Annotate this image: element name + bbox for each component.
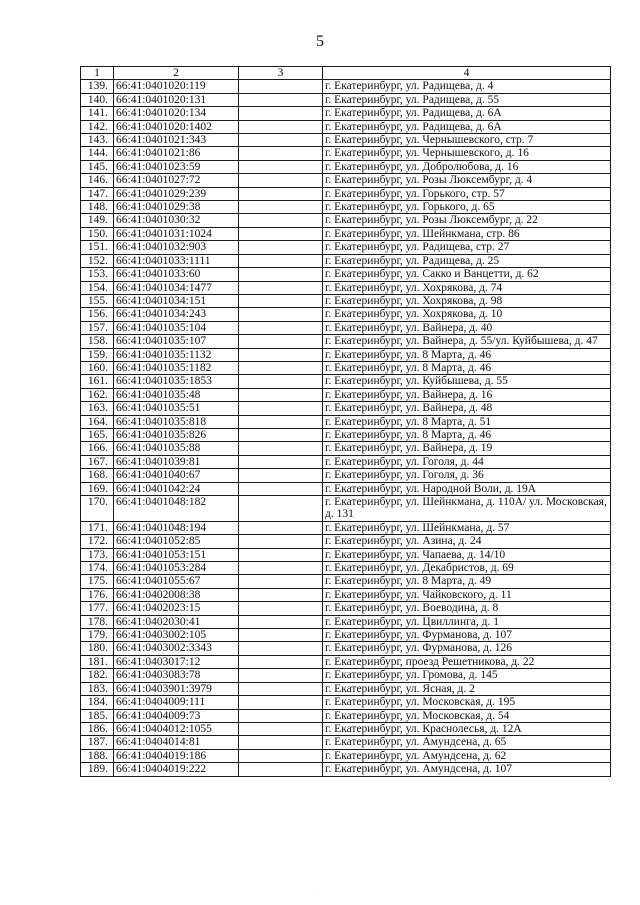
- table-row: [81, 308, 611, 321]
- address-cell: г. Екатеринбург, ул. Чайковского, д. 11: [323, 588, 611, 601]
- table-row: [81, 763, 611, 776]
- address-cell: г. Екатеринбург, ул. 8 Марта, д. 46: [323, 361, 611, 374]
- column-header-number: 1: [81, 67, 114, 80]
- table-row: [81, 120, 611, 133]
- row-number-cell: 189.: [81, 763, 114, 776]
- table-row: [81, 562, 611, 575]
- address-cell: г. Екатеринбург, ул. Краснолесья, д. 12А: [323, 722, 611, 735]
- table-row: [81, 93, 611, 106]
- address-cell: г. Екатеринбург, ул. Амундсена, д. 62: [323, 749, 611, 762]
- address-cell: г. Екатеринбург, ул. Декабристов, д. 69: [323, 562, 611, 575]
- cadastral-number-cell: 66:41:0401023:59: [114, 160, 239, 173]
- table-row: [81, 160, 611, 173]
- address-cell: г. Екатеринбург, проезд Решетникова, д. 22: [323, 655, 611, 668]
- row-number-cell: 165.: [81, 428, 114, 441]
- cadastral-number-cell: 66:41:0401035:1182: [114, 361, 239, 374]
- cadastral-number-cell: 66:41:0402030:41: [114, 615, 239, 628]
- address-cell: г. Екатеринбург, ул. 8 Марта, д. 49: [323, 575, 611, 588]
- cadastral-number-cell: 66:41:0404012:1055: [114, 722, 239, 735]
- row-number-cell: 178.: [81, 615, 114, 628]
- address-cell: г. Екатеринбург, ул. Шейнкмана, стр. 86: [323, 227, 611, 240]
- row-number-cell: 186.: [81, 722, 114, 735]
- table-row: [81, 268, 611, 281]
- empty-cell: [239, 749, 323, 762]
- empty-cell: [239, 201, 323, 214]
- address-cell: г. Екатеринбург, ул. Воеводина, д. 8: [323, 602, 611, 615]
- address-cell: г. Екатеринбург, ул. Розы Люксембург, д. 22: [323, 214, 611, 227]
- row-number-cell: 159.: [81, 348, 114, 361]
- address-cell: г. Екатеринбург, ул. Хохрякова, д. 10: [323, 308, 611, 321]
- empty-cell: [239, 227, 323, 240]
- empty-cell: [239, 120, 323, 133]
- table-row: [81, 696, 611, 709]
- empty-cell: [239, 588, 323, 601]
- row-number-cell: 152.: [81, 254, 114, 267]
- row-number-cell: 161.: [81, 375, 114, 388]
- empty-cell: [239, 321, 323, 334]
- cadastral-number-cell: 66:41:0404019:222: [114, 763, 239, 776]
- cadastral-number-cell: 66:41:0404009:111: [114, 696, 239, 709]
- empty-cell: [239, 521, 323, 534]
- table-row: [81, 321, 611, 334]
- cadastral-number-cell: 66:41:0401035:104: [114, 321, 239, 334]
- table-row: [81, 402, 611, 415]
- address-cell: г. Екатеринбург, ул. Шейнкмана, д. 110А/ ул. Московская, д. 131: [323, 496, 611, 522]
- empty-cell: [239, 562, 323, 575]
- row-number-cell: 157.: [81, 321, 114, 334]
- address-cell: г. Екатеринбург, ул. Радищева, д. 55: [323, 93, 611, 106]
- table-row: [81, 535, 611, 548]
- address-cell: г. Екатеринбург, ул. Радищева, д. 25: [323, 254, 611, 267]
- table-row: [81, 482, 611, 495]
- empty-cell: [239, 348, 323, 361]
- empty-cell: [239, 535, 323, 548]
- row-number-cell: 155.: [81, 294, 114, 307]
- empty-cell: [239, 575, 323, 588]
- cadastral-number-cell: 66:41:0401052:85: [114, 535, 239, 548]
- row-number-cell: 145.: [81, 160, 114, 173]
- row-number-cell: 151.: [81, 241, 114, 254]
- table-row: [81, 375, 611, 388]
- empty-cell: [239, 174, 323, 187]
- cadastral-number-cell: 66:41:0401021:343: [114, 134, 239, 147]
- cadastral-number-cell: 66:41:0401035:818: [114, 415, 239, 428]
- table-row: [81, 348, 611, 361]
- column-header-cadastral: 2: [114, 67, 239, 80]
- address-cell: г. Екатеринбург, ул. Амундсена, д. 65: [323, 736, 611, 749]
- row-number-cell: 160.: [81, 361, 114, 374]
- table-row: [81, 588, 611, 601]
- cadastral-number-cell: 66:41:0401021:86: [114, 147, 239, 160]
- empty-cell: [239, 361, 323, 374]
- row-number-cell: 184.: [81, 696, 114, 709]
- row-number-cell: 140.: [81, 93, 114, 106]
- row-number-cell: 170.: [81, 496, 114, 522]
- table-row: [81, 227, 611, 240]
- table-row: [81, 294, 611, 307]
- address-cell: г. Екатеринбург, ул. Горького, стр. 57: [323, 187, 611, 200]
- cadastral-number-cell: 66:41:0401040:67: [114, 469, 239, 482]
- cadastral-number-cell: 66:41:0401020:119: [114, 80, 239, 93]
- cadastral-number-cell: 66:41:0404014:81: [114, 736, 239, 749]
- row-number-cell: 154.: [81, 281, 114, 294]
- empty-cell: [239, 642, 323, 655]
- cadastral-number-cell: 66:41:0404009:73: [114, 709, 239, 722]
- footer-mark: ·: [318, 886, 320, 892]
- row-number-cell: 164.: [81, 415, 114, 428]
- address-cell: г. Екатеринбург, ул. 8 Марта, д. 51: [323, 415, 611, 428]
- cadastral-number-cell: 66:41:0401035:107: [114, 335, 239, 348]
- empty-cell: [239, 482, 323, 495]
- empty-cell: [239, 134, 323, 147]
- row-number-cell: 147.: [81, 187, 114, 200]
- empty-cell: [239, 187, 323, 200]
- table-row: [81, 415, 611, 428]
- address-cell: г. Екатеринбург, ул. Радищева, д. 6А: [323, 107, 611, 120]
- address-cell: г. Екатеринбург, ул. Хохрякова, д. 74: [323, 281, 611, 294]
- table-row: [81, 335, 611, 348]
- cadastral-number-cell: 66:41:0403083:78: [114, 669, 239, 682]
- cadastral-number-cell: 66:41:0401032:903: [114, 241, 239, 254]
- address-cell: г. Екатеринбург, ул. Чапаева, д. 14/10: [323, 548, 611, 561]
- table-row: [81, 388, 611, 401]
- address-cell: г. Екатеринбург, ул. Радищева, д. 6А: [323, 120, 611, 133]
- table-row: [81, 722, 611, 735]
- row-number-cell: 173.: [81, 548, 114, 561]
- table-body: [81, 67, 611, 777]
- empty-cell: [239, 415, 323, 428]
- table-row: [81, 669, 611, 682]
- address-cell: г. Екатеринбург, ул. Горького, д. 65: [323, 201, 611, 214]
- empty-cell: [239, 160, 323, 173]
- cadastral-number-cell: 66:41:0401034:243: [114, 308, 239, 321]
- table-row: [81, 361, 611, 374]
- cadastral-number-cell: 66:41:0402023:15: [114, 602, 239, 615]
- table-row: [81, 254, 611, 267]
- row-number-cell: 142.: [81, 120, 114, 133]
- empty-cell: [239, 602, 323, 615]
- cadastral-number-cell: 66:41:0404019:186: [114, 749, 239, 762]
- table-row: [81, 736, 611, 749]
- row-number-cell: 182.: [81, 669, 114, 682]
- empty-cell: [239, 281, 323, 294]
- row-number-cell: 166.: [81, 442, 114, 455]
- table-row: [81, 107, 611, 120]
- empty-cell: [239, 709, 323, 722]
- cadastral-number-cell: 66:41:0401029:38: [114, 201, 239, 214]
- empty-cell: [239, 308, 323, 321]
- row-number-cell: 183.: [81, 682, 114, 695]
- table-row: [81, 709, 611, 722]
- table-row: [81, 469, 611, 482]
- table-row: [81, 749, 611, 762]
- address-cell: г. Екатеринбург, ул. Куйбышева, д. 55: [323, 375, 611, 388]
- row-number-cell: 172.: [81, 535, 114, 548]
- empty-cell: [239, 147, 323, 160]
- empty-cell: [239, 214, 323, 227]
- row-number-cell: 179.: [81, 629, 114, 642]
- row-number-cell: 171.: [81, 521, 114, 534]
- empty-cell: [239, 469, 323, 482]
- address-cell: г. Екатеринбург, ул. Громова, д. 145: [323, 669, 611, 682]
- address-cell: г. Екатеринбург, ул. Московская, д. 195: [323, 696, 611, 709]
- empty-cell: [239, 455, 323, 468]
- address-cell: г. Екатеринбург, ул. Народной Воли, д. 19А: [323, 482, 611, 495]
- cadastral-number-cell: 66:41:0401055:67: [114, 575, 239, 588]
- row-number-cell: 150.: [81, 227, 114, 240]
- empty-cell: [239, 93, 323, 106]
- address-cell: г. Екатеринбург, ул. Хохрякова, д. 98: [323, 294, 611, 307]
- empty-cell: [239, 375, 323, 388]
- table-row: [81, 281, 611, 294]
- empty-cell: [239, 335, 323, 348]
- row-number-cell: 153.: [81, 268, 114, 281]
- address-cell: г. Екатеринбург, ул. Азина, д. 24: [323, 535, 611, 548]
- row-number-cell: 181.: [81, 655, 114, 668]
- cadastral-number-cell: 66:41:0403901:3979: [114, 682, 239, 695]
- row-number-cell: 143.: [81, 134, 114, 147]
- row-number-cell: 148.: [81, 201, 114, 214]
- address-cell: г. Екатеринбург, ул. Фурманова, д. 107: [323, 629, 611, 642]
- address-cell: г. Екатеринбург, ул. Чернышевского, д. 16: [323, 147, 611, 160]
- row-number-cell: 187.: [81, 736, 114, 749]
- address-cell: г. Екатеринбург, ул. Сакко и Ванцетти, д. 62: [323, 268, 611, 281]
- column-header-empty: 3: [239, 67, 323, 80]
- table-header-row: [81, 67, 611, 80]
- empty-cell: [239, 763, 323, 776]
- address-cell: г. Екатеринбург, ул. Фурманова, д. 126: [323, 642, 611, 655]
- address-cell: г. Екатеринбург, ул. Добролюбова, д. 16: [323, 160, 611, 173]
- cadastral-number-cell: 66:41:0401020:131: [114, 93, 239, 106]
- row-number-cell: 176.: [81, 588, 114, 601]
- cadastral-number-cell: 66:41:0401034:1477: [114, 281, 239, 294]
- empty-cell: [239, 696, 323, 709]
- cadastral-number-cell: 66:41:0401053:151: [114, 548, 239, 561]
- address-cell: г. Екатеринбург, ул. Вайнера, д. 19: [323, 442, 611, 455]
- empty-cell: [239, 496, 323, 522]
- cadastral-number-cell: 66:41:0401033:60: [114, 268, 239, 281]
- empty-cell: [239, 669, 323, 682]
- cadastral-number-cell: 66:41:0401042:24: [114, 482, 239, 495]
- table-row: [81, 455, 611, 468]
- table-row: [81, 642, 611, 655]
- cadastral-number-cell: 66:41:0401035:88: [114, 442, 239, 455]
- row-number-cell: 177.: [81, 602, 114, 615]
- cadastral-number-cell: 66:41:0401035:51: [114, 402, 239, 415]
- empty-cell: [239, 268, 323, 281]
- row-number-cell: 144.: [81, 147, 114, 160]
- row-number-cell: 162.: [81, 388, 114, 401]
- row-number-cell: 180.: [81, 642, 114, 655]
- table-row: [81, 548, 611, 561]
- cadastral-number-cell: 66:41:0403017:12: [114, 655, 239, 668]
- empty-cell: [239, 442, 323, 455]
- empty-cell: [239, 682, 323, 695]
- empty-cell: [239, 107, 323, 120]
- cadastral-number-cell: 66:41:0402008:38: [114, 588, 239, 601]
- cadastral-number-cell: 66:41:0401034:151: [114, 294, 239, 307]
- row-number-cell: 156.: [81, 308, 114, 321]
- empty-cell: [239, 629, 323, 642]
- row-number-cell: 149.: [81, 214, 114, 227]
- address-cell: г. Екатеринбург, ул. Ясная, д. 2: [323, 682, 611, 695]
- empty-cell: [239, 548, 323, 561]
- cadastral-number-cell: 66:41:0401048:194: [114, 521, 239, 534]
- address-cell: г. Екатеринбург, ул. Розы Люксембург, д. 4: [323, 174, 611, 187]
- empty-cell: [239, 736, 323, 749]
- table-row: [81, 629, 611, 642]
- address-cell: г. Екатеринбург, ул. 8 Марта, д. 46: [323, 348, 611, 361]
- table-row: [81, 241, 611, 254]
- cadastral-number-cell: 66:41:0401035:1853: [114, 375, 239, 388]
- row-number-cell: 168.: [81, 469, 114, 482]
- empty-cell: [239, 254, 323, 267]
- table-row: [81, 147, 611, 160]
- registry-table: [80, 66, 611, 777]
- address-cell: г. Екатеринбург, ул. Вайнера, д. 16: [323, 388, 611, 401]
- row-number-cell: 185.: [81, 709, 114, 722]
- cadastral-number-cell: 66:41:0401027:72: [114, 174, 239, 187]
- address-cell: г. Екатеринбург, ул. Чернышевского, стр. 7: [323, 134, 611, 147]
- empty-cell: [239, 722, 323, 735]
- cadastral-number-cell: 66:41:0401033:1111: [114, 254, 239, 267]
- table-row: [81, 201, 611, 214]
- row-number-cell: 163.: [81, 402, 114, 415]
- cadastral-number-cell: 66:41:0401031:1024: [114, 227, 239, 240]
- cadastral-number-cell: 66:41:0401020:1402: [114, 120, 239, 133]
- address-cell: г. Екатеринбург, ул. Московская, д. 54: [323, 709, 611, 722]
- cadastral-number-cell: 66:41:0403002:105: [114, 629, 239, 642]
- address-cell: г. Екатеринбург, ул. Амундсена, д. 107: [323, 763, 611, 776]
- cadastral-number-cell: 66:41:0401048:182: [114, 496, 239, 522]
- table-row: [81, 428, 611, 441]
- empty-cell: [239, 402, 323, 415]
- cadastral-number-cell: 66:41:0401029:239: [114, 187, 239, 200]
- cadastral-number-cell: 66:41:0401053:284: [114, 562, 239, 575]
- address-cell: г. Екатеринбург, ул. Радищева, стр. 27: [323, 241, 611, 254]
- empty-cell: [239, 80, 323, 93]
- row-number-cell: 141.: [81, 107, 114, 120]
- empty-cell: [239, 241, 323, 254]
- address-cell: г. Екатеринбург, ул. Радищева, д. 4: [323, 80, 611, 93]
- page-number: 5: [316, 33, 324, 50]
- table-row: [81, 521, 611, 534]
- table-row: [81, 602, 611, 615]
- address-cell: г. Екатеринбург, ул. Вайнера, д. 55/ул. Куйбышева, д. 47: [323, 335, 611, 348]
- cadastral-number-cell: 66:41:0401039:81: [114, 455, 239, 468]
- table-row: [81, 615, 611, 628]
- row-number-cell: 146.: [81, 174, 114, 187]
- row-number-cell: 174.: [81, 562, 114, 575]
- table-row: [81, 187, 611, 200]
- table-row: [81, 682, 611, 695]
- row-number-cell: 175.: [81, 575, 114, 588]
- cadastral-number-cell: 66:41:0401030:32: [114, 214, 239, 227]
- empty-cell: [239, 655, 323, 668]
- table-row: [81, 655, 611, 668]
- address-cell: г. Екатеринбург, ул. Гоголя, д. 44: [323, 455, 611, 468]
- empty-cell: [239, 615, 323, 628]
- table-row: [81, 134, 611, 147]
- address-cell: г. Екатеринбург, ул. Вайнера, д. 40: [323, 321, 611, 334]
- address-cell: г. Екатеринбург, ул. Гоголя, д. 36: [323, 469, 611, 482]
- cadastral-number-cell: 66:41:0401020:134: [114, 107, 239, 120]
- empty-cell: [239, 294, 323, 307]
- column-header-address: 4: [323, 67, 611, 80]
- row-number-cell: 139.: [81, 80, 114, 93]
- cadastral-number-cell: 66:41:0403002:3343: [114, 642, 239, 655]
- table-row: [81, 575, 611, 588]
- row-number-cell: 169.: [81, 482, 114, 495]
- empty-cell: [239, 428, 323, 441]
- row-number-cell: 167.: [81, 455, 114, 468]
- address-cell: г. Екатеринбург, ул. Шейнкмана, д. 57: [323, 521, 611, 534]
- cadastral-number-cell: 66:41:0401035:826: [114, 428, 239, 441]
- table-row: [81, 174, 611, 187]
- cadastral-number-cell: 66:41:0401035:1132: [114, 348, 239, 361]
- table-row: [81, 214, 611, 227]
- cadastral-number-cell: 66:41:0401035:48: [114, 388, 239, 401]
- address-cell: г. Екатеринбург, ул. Вайнера, д. 48: [323, 402, 611, 415]
- row-number-cell: 188.: [81, 749, 114, 762]
- table-row: [81, 442, 611, 455]
- table-row: [81, 496, 611, 522]
- address-cell: г. Екатеринбург, ул. 8 Марта, д. 46: [323, 428, 611, 441]
- empty-cell: [239, 388, 323, 401]
- row-number-cell: 158.: [81, 335, 114, 348]
- table-row: [81, 80, 611, 93]
- address-cell: г. Екатеринбург, ул. Цвиллинга, д. 1: [323, 615, 611, 628]
